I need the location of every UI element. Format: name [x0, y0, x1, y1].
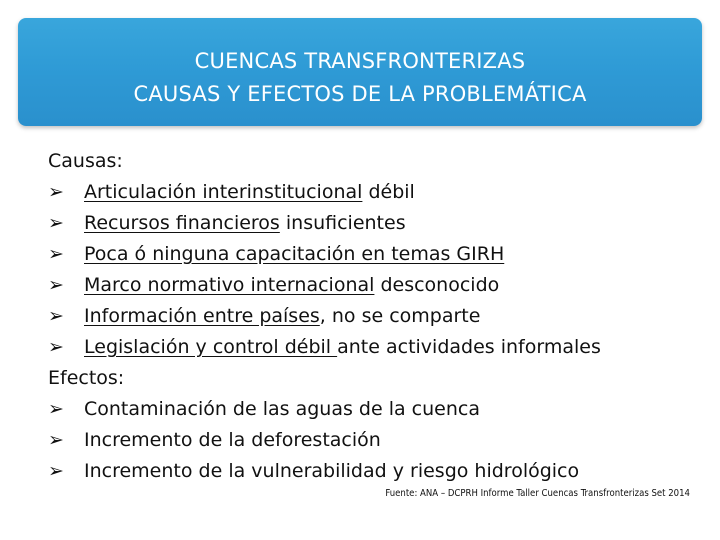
slide-title-line-2: CAUSAS Y EFECTOS DE LA PROBLEMÁTICA [133, 82, 587, 106]
slide-title-line-1: CUENCAS TRANSFRONTERIZAS [194, 49, 526, 73]
causa-underlined-text: Marco normativo internacional [84, 274, 375, 296]
source-citation: Fuente: ANA – DCPRH Informe Taller Cuencas Transfronterizas Set 2014 [385, 488, 690, 499]
causa-rest-text: débil [362, 181, 415, 203]
arrowhead-bullet-icon: ➢ [48, 429, 64, 451]
causa-item [48, 270, 708, 301]
arrowhead-bullet-icon: ➢ [48, 181, 64, 203]
causa-underlined-text: Poca ó ninguna capacitación en temas GIRH [84, 243, 505, 265]
arrowhead-bullet-icon: ➢ [48, 398, 64, 420]
efecto-item [48, 456, 708, 487]
causa-underlined-text: Legislación y control débil [84, 336, 338, 358]
arrowhead-bullet-icon: ➢ [48, 460, 64, 482]
causa-item [48, 239, 708, 270]
causa-item [48, 332, 708, 363]
causa-rest-text: , no se comparte [319, 305, 481, 327]
causa-underlined-text: Información entre países [84, 305, 320, 327]
arrowhead-bullet-icon: ➢ [48, 243, 64, 265]
causa-rest-text: ante actividades informales [337, 336, 601, 358]
efectos-heading: Efectos: [48, 367, 125, 389]
slide-body [48, 146, 708, 487]
causa-underlined-text: Recursos financieros [84, 212, 280, 234]
arrowhead-bullet-icon: ➢ [48, 305, 64, 327]
efecto-text: Contaminación de las aguas de la cuenca [84, 398, 480, 420]
arrowhead-bullet-icon: ➢ [48, 212, 64, 234]
efecto-text: Incremento de la vulnerabilidad y riesgo hidrológico [84, 460, 580, 482]
efecto-text: Incremento de la deforestación [84, 429, 381, 451]
efecto-item [48, 394, 708, 425]
causa-rest-text: desconocido [374, 274, 500, 296]
causa-item [48, 177, 708, 208]
arrowhead-bullet-icon: ➢ [48, 274, 64, 296]
causa-underlined-text: Articulación interinstitucional [84, 181, 363, 203]
causas-heading: Causas: [48, 150, 123, 172]
arrowhead-bullet-icon: ➢ [48, 336, 64, 358]
causa-rest-text: insuficientes [279, 212, 406, 234]
causa-item [48, 301, 708, 332]
causa-item [48, 208, 708, 239]
efecto-item [48, 425, 708, 456]
